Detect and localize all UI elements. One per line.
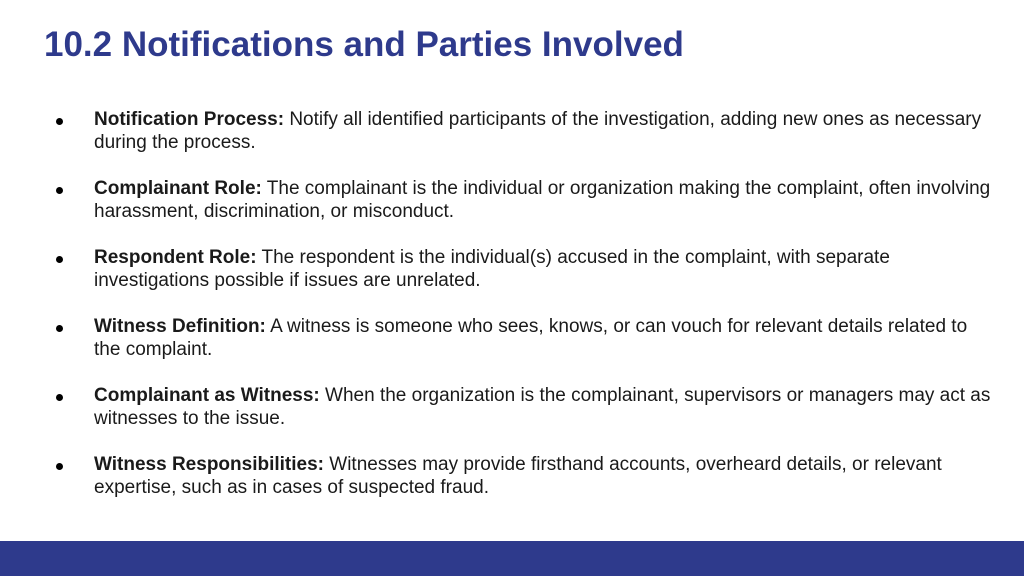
bullet-list [0,108,1024,522]
bullet-text [94,384,994,430]
bullet-body: When the organization is the complainant, supervisors or managers may act as witnesses to the issue. [94,385,991,429]
bullet-body: The respondent is the individual(s) accused in the complaint, with separate investigations possible if issues are unrelated. [94,247,890,291]
slide-title: 10.2 Notifications and Parties Involved [44,25,684,64]
bullet-text [94,177,994,223]
bullet-label: Complainant as Witness: [94,385,320,406]
bullet-text [94,453,994,499]
bullet-text [94,315,994,361]
bullet-item-notification-process [0,108,1024,177]
bullet-item-witness-responsibilities [0,453,1024,522]
bullet-body: Witnesses may provide firsthand accounts, overheard details, or relevant expertise, such as in cases of suspected fraud. [94,454,942,498]
bullet-dot-icon [56,325,63,332]
bullet-dot-icon [56,187,63,194]
bullet-label: Notification Process: [94,109,285,130]
bullet-item-complainant-role [0,177,1024,246]
bullet-body: The complainant is the individual or organization making the complaint, often involving harassment, discrimination, or misconduct. [94,178,991,222]
bullet-label: Witness Definition: [94,316,266,337]
footer-bar [0,541,1024,576]
bullet-item-witness-definition [0,315,1024,384]
bullet-text [94,108,994,154]
bullet-dot-icon [56,394,63,401]
bullet-dot-icon [56,463,63,470]
bullet-dot-icon [56,118,63,125]
bullet-text [94,246,994,292]
bullet-label: Complainant Role: [94,178,262,199]
bullet-label: Respondent Role: [94,247,257,268]
bullet-dot-icon [56,256,63,263]
bullet-body: Notify all identified participants of the investigation, adding new ones as necessary during the process. [94,109,982,153]
bullet-label: Witness Responsibilities: [94,454,324,475]
bullet-item-complainant-as-witness [0,384,1024,453]
bullet-item-respondent-role [0,246,1024,315]
bullet-body: A witness is someone who sees, knows, or can vouch for relevant details related to the complaint. [94,316,968,360]
